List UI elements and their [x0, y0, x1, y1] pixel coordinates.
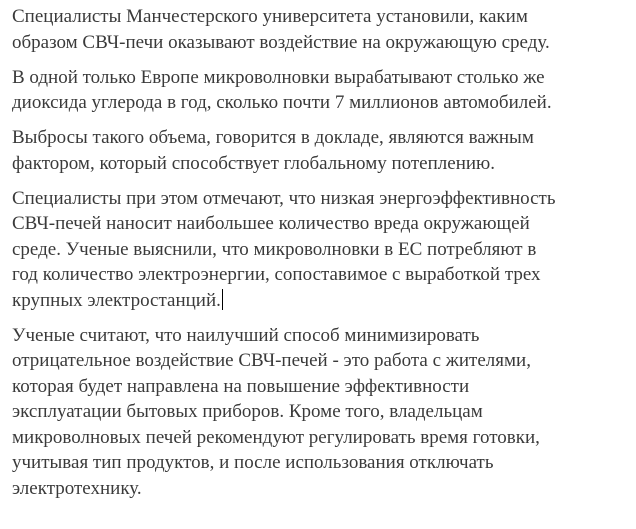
- text-line: Ученые считают, что наилучший способ минимизировать: [12, 324, 480, 346]
- text-cursor: [222, 289, 223, 310]
- paragraph-4: [12, 186, 634, 314]
- paragraph-3: [12, 125, 634, 176]
- paragraph-5: [12, 323, 634, 502]
- text-line: электротехнику.: [12, 477, 142, 499]
- text-line: которая будет направлена на повышение эффективности: [12, 375, 470, 397]
- text-line: Специалисты Манчестерского университета установили, каким: [12, 6, 528, 27]
- text-line: среде. Ученые выяснили, что микроволновки в ЕС потребляют в: [12, 238, 537, 260]
- text-line: год количество электроэнергии, сопоставимое с выработкой трех: [12, 264, 541, 285]
- text-line: эксплуатации бытовых приборов. Кроме того, владельцам: [12, 401, 483, 422]
- paragraph-2: [12, 65, 634, 116]
- text-line: образом СВЧ-печи оказывают воздействие на окружающую среду.: [12, 31, 550, 53]
- paragraph-1: [12, 4, 634, 55]
- text-line: Выбросы такого объема, говорится в докладе, являются важным: [12, 127, 534, 148]
- text-line: фактором, который способствует глобальному потеплению.: [12, 152, 495, 174]
- text-line: учитывая тип продуктов, и после использования отключать: [12, 452, 494, 473]
- text-line: микроволновых печей рекомендуют регулировать время готовки,: [12, 426, 540, 448]
- text-line: В одной только Европе микроволновки вырабатывают столько же: [12, 66, 545, 88]
- text-line: диоксида углерода в год, сколько почти 7 миллионов автомобилей.: [12, 92, 552, 113]
- text-line: отрицательное воздействие СВЧ-печей - это работа с жителями,: [12, 350, 531, 371]
- text-line: Специалисты при этом отмечают, что низкая энергоэффективность: [12, 187, 556, 209]
- text-line: СВЧ-печей наносит наибольшее количество вреда окружающей: [12, 213, 530, 234]
- text-line-with-caret: [12, 288, 634, 314]
- text-line: крупных электростанций.: [12, 289, 221, 311]
- document-body[interactable]: [12, 4, 634, 511]
